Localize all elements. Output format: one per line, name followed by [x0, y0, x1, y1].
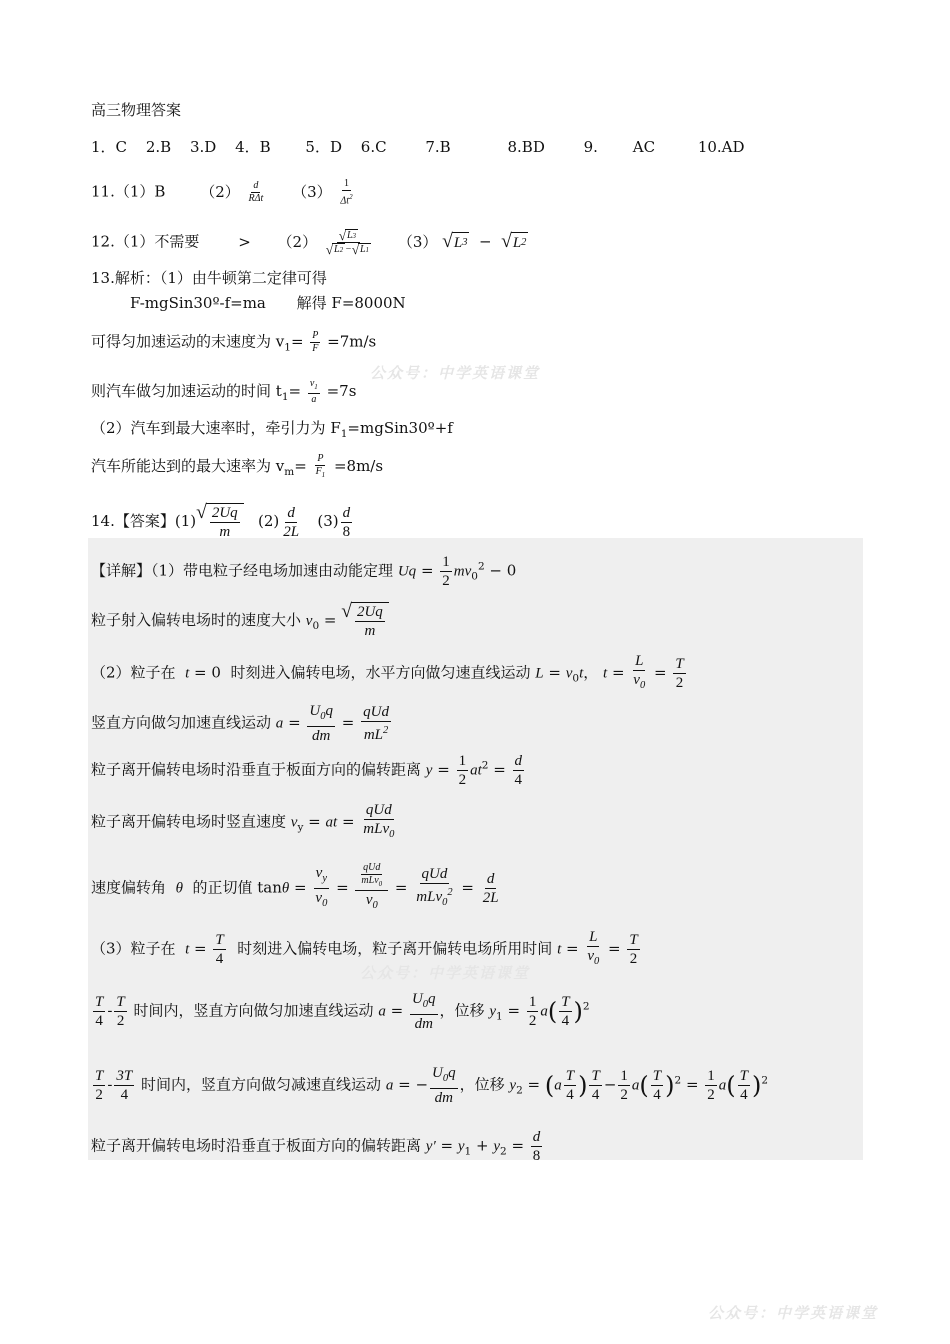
watermark: 公众号：中学英语课堂 [370, 364, 541, 382]
answer-item: 9. [583, 138, 598, 156]
q13-line2: F-mgSin30º-f=ma 解得 F=8000N [130, 294, 406, 312]
q12: 12.（1）不需要 > （2） √ L 3 √ L 2 − √ L 1 （3） √ L 3 − √ L 2 [91, 228, 527, 257]
q14-answer: 14.【答案】(1) √ $\frac{2Uq}{m}$ (2) $\frac{d}{2L}$ (3) $\frac{d}{8}$ [91, 502, 351, 540]
answer-item: 5．D [305, 138, 342, 156]
answer-item: 6.C [360, 138, 387, 156]
answer-item: 1．C [91, 138, 128, 156]
answer-item: 10.AD [697, 138, 745, 156]
page-title: 高三物理答案 [91, 101, 182, 119]
q14-detail-4: 竖直方向做匀加速直线运动 a = $\frac{U_0q}{dm}$ = $\frac{\text{qUd}}{mL^2}$ [91, 703, 389, 744]
q14-detail-9: $\frac{T}{4}$ - $\frac{T}{2}$ 时间内，竖直方向做匀加速直线运动 a = $\frac{U_0q}{dm}$ ，位移 $y_1$ = $\frac{1}{2}$ a( $\frac{T}{4}$ )$^2$ [95, 991, 590, 1032]
q14-detail-6: 粒子离开偏转电场时竖直速度 $v_y$ = at = $\frac{\text{qUd}}{mLv_0}$ [91, 802, 395, 840]
q13-line5: （2）汽车到最大速率时，牵引力为 $F_1=mgSin30º+f$ [91, 419, 453, 440]
q14-detail-7: 速度偏转角 θ 的正切值 tanθ = $\frac{v_y}{v_0}$ = $\frac{\frac{\text{qUd}}{mLv_0}}{v_0}$ = $\frac{\text{qUd}}{mLv_0^2}$ = $\frac{d}{2L}$ [91, 862, 499, 911]
q14-detail-1: 【详解】（1）带电粒子经电场加速由动能定理 Uq = $\frac{1}{2}$ $mv_0^2 - 0$ [91, 554, 517, 589]
q13-line3: 可得匀加速运动的末速度为 $v_1=$ $\frac{P}{F}$ =7m/s [91, 330, 377, 354]
q13-line1: 13.解析：（1）由牛顿第二定律可得 [91, 269, 327, 287]
answers-row [91, 137, 745, 157]
answer-item: 3.D [189, 138, 217, 156]
q14-detail-11: 粒子离开偏转电场时沿垂直于板面方向的偏转距离 $y' = y_1 + y_2$ = $\frac{d}{8}$ [91, 1129, 541, 1164]
q14-detail-10: $\frac{T}{2}$ - $\frac{3T}{4}$ 时间内，竖直方向做匀减速直线运动 a = − $\frac{U_0q}{dm}$ ，位移 $y_2 = (a$ $\frac{T}{4}$ ) $\frac{T}{4}$ − $\frac{1}{2}$ a( $\frac{T}{4}$ )$^2$ = $\frac{1}{2}$ a( $\frac{T}{4}$ )$^2$ [95, 1065, 769, 1106]
answer-item: AC [632, 138, 656, 156]
q14-detail-2: 粒子射入偏转电场时的速度大小 $v_0$ = √ $\frac{2Uq}{m}$ [91, 602, 389, 640]
watermark: 公众号：中学英语课堂 [708, 1304, 879, 1322]
q14-detail-5: 粒子离开偏转电场时沿垂直于板面方向的偏转距离 y = $\frac{1}{2}$ $at^2$ = $\frac{d}{4}$ [91, 753, 523, 788]
q14-detail-8: （3）粒子在 t = $\frac{T}{4}$ 时刻进入偏转电场，粒子离开偏转电场所用时间 t = $\frac{L}{v_0}$ = $\frac{T}{2}$ [91, 929, 638, 967]
q14-detail-3: （2）粒子在 t = 0 时刻进入偏转电场，水平方向做匀速直线运动 $L = v_0t$， t = $\frac{L}{v_0}$ = $\frac{T}{2}$ [91, 653, 684, 691]
answer-item: 2.B [145, 138, 172, 156]
answer-item: 8.BD [507, 138, 545, 156]
answer-item: 7.B [425, 138, 451, 156]
q13-line4: 则汽车做匀加速运动的时间 $t_1=$ $\frac{v_1}{a}$ =7s [91, 378, 357, 405]
watermark: 公众号：中学英语课堂 [360, 964, 531, 982]
q13-line6: 汽车所能达到的最大速率为 $v_m=$ $\frac{P}{F_1}$ =8m/s [91, 453, 384, 479]
q11: 11.（1）B （2） $\frac{d}{\text{RΔt}}$ （3） $\frac{1}{\Delta t^2}$ [91, 178, 353, 207]
answer-item: 4．B [235, 138, 271, 156]
